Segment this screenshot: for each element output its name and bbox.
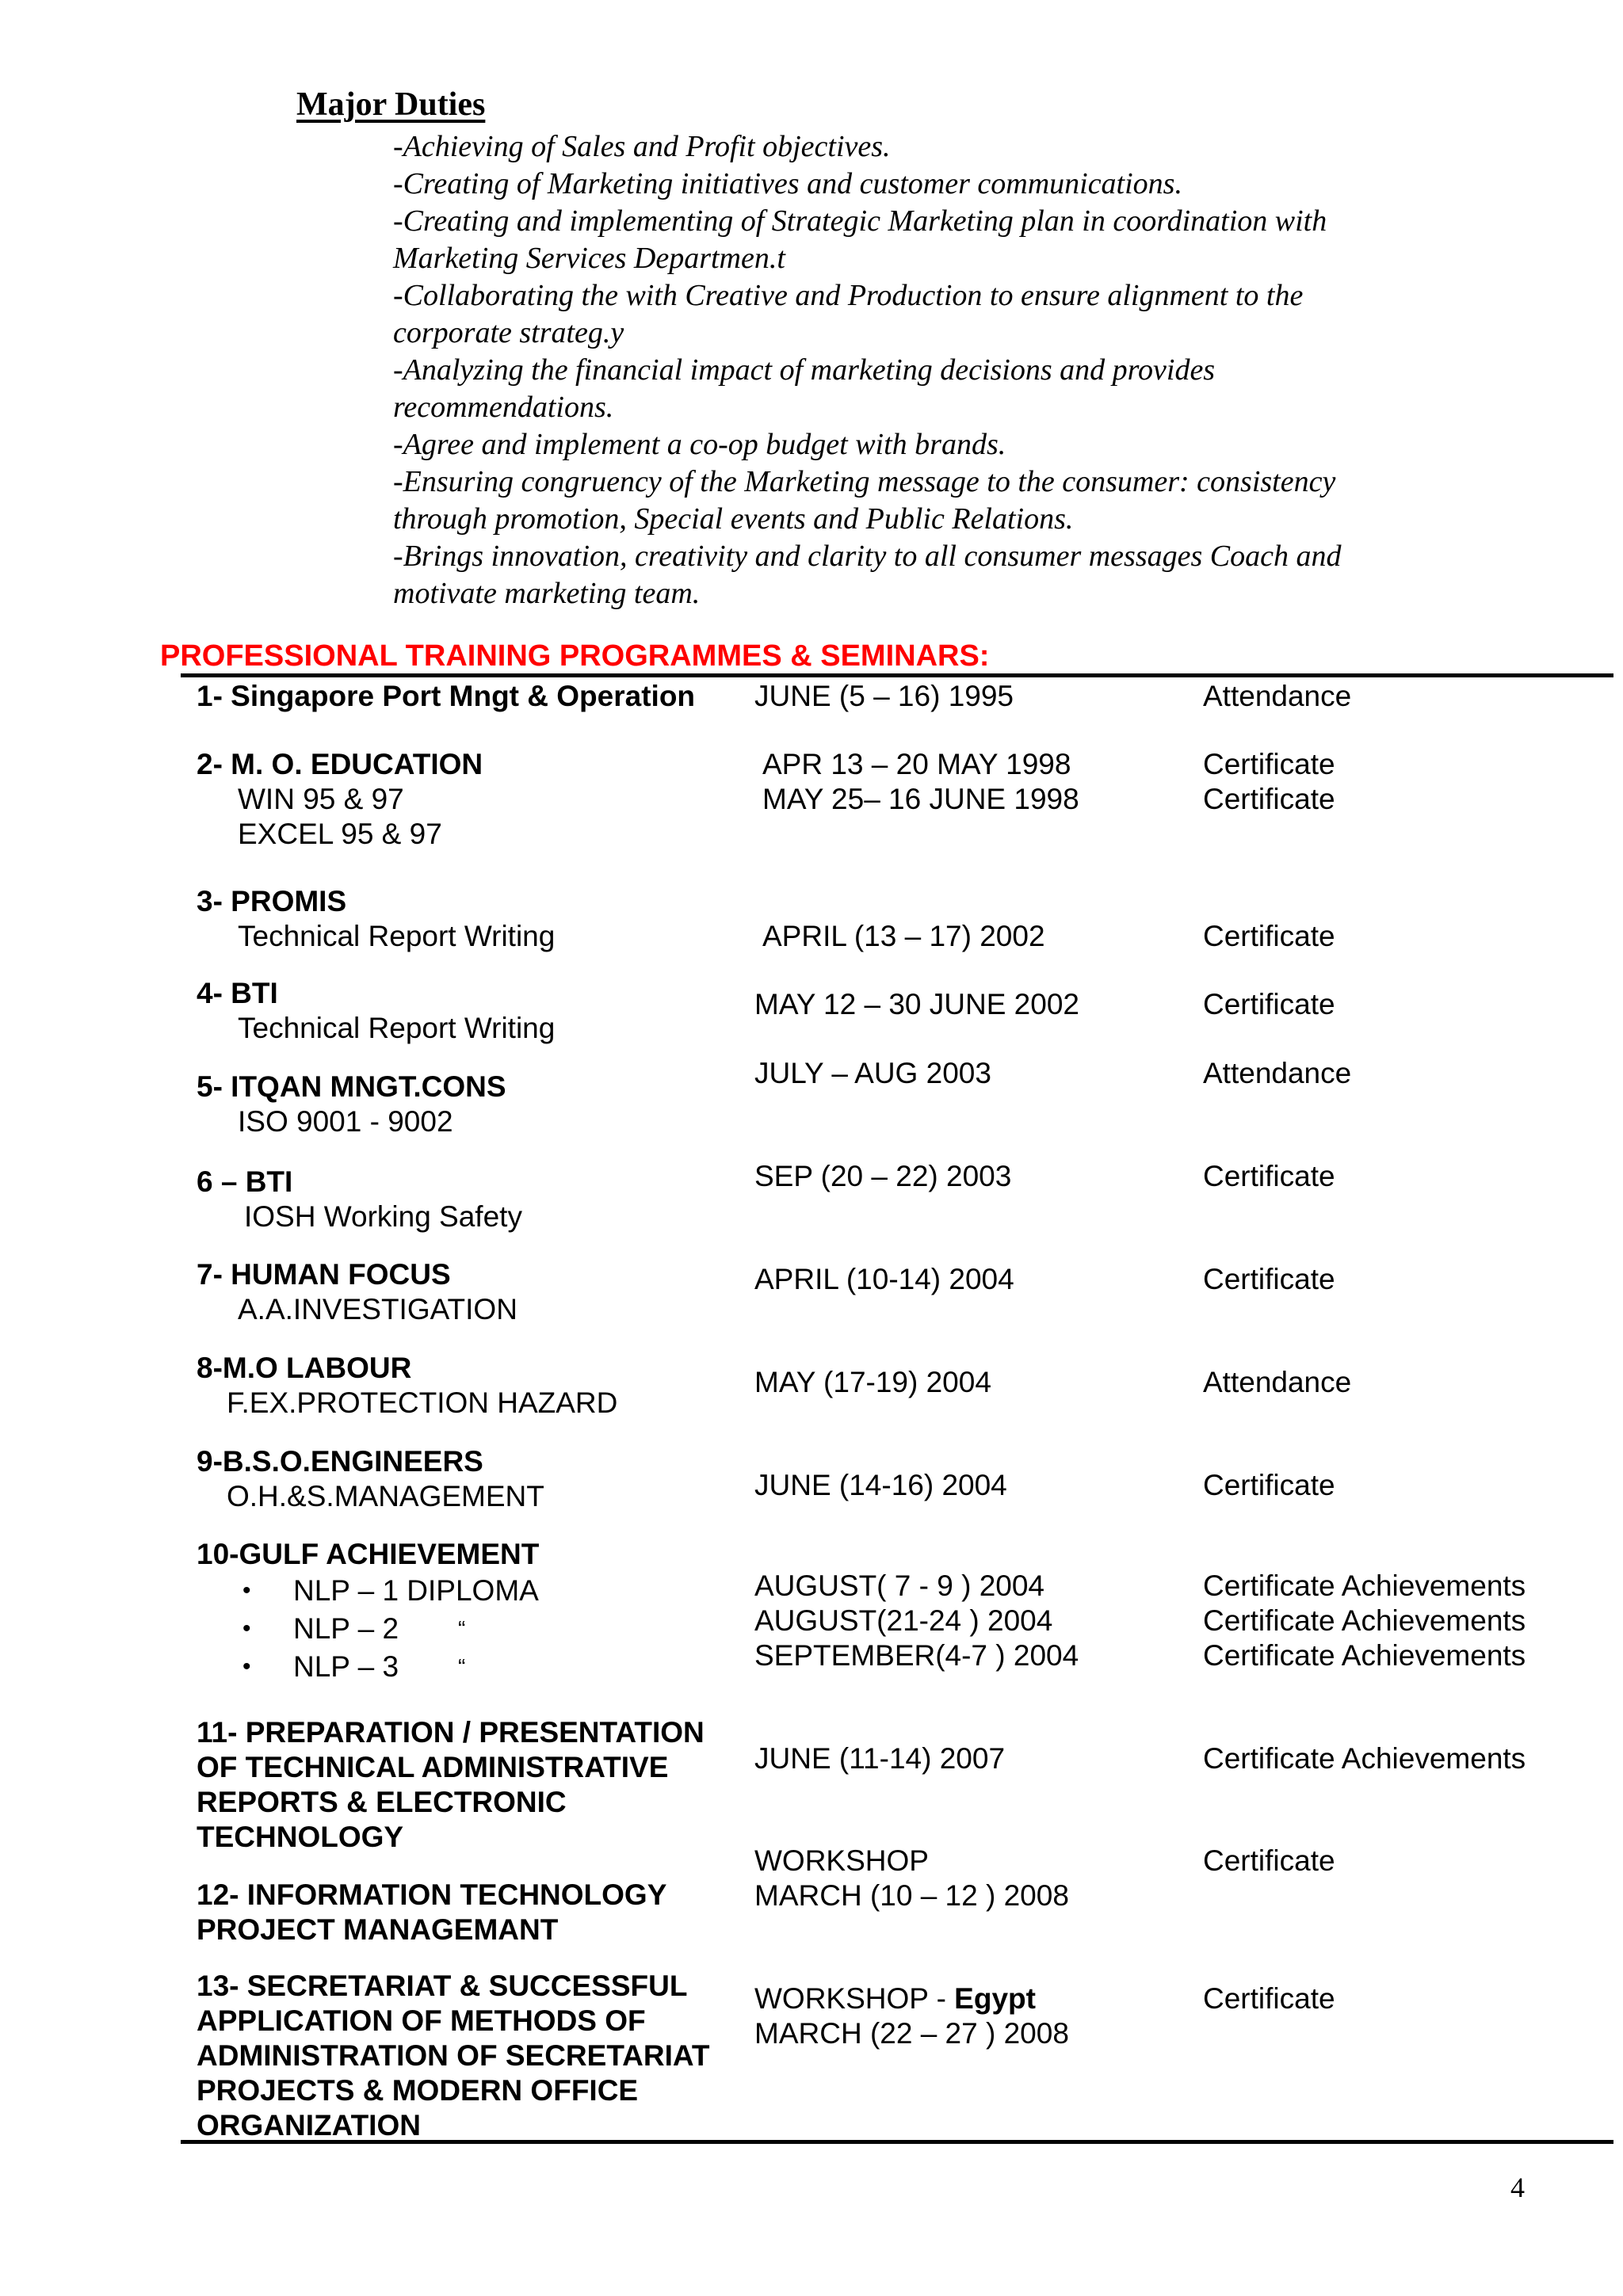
training-item-sub: IOSH Working Safety [244,1200,522,1233]
training-item-heading: 4- BTI [197,977,278,1009]
training-bullet-item: NLP – 3 [293,1650,399,1683]
training-item-heading: TECHNOLOGY [197,1821,404,1853]
training-item-status: Certificate [1203,783,1335,815]
ditto-mark: “ [458,1616,466,1641]
duty-line: -Creating of Marketing initiatives and customer communications. [393,167,1182,200]
training-item-heading: PROJECTS & MODERN OFFICE [197,2074,639,2107]
training-item-heading: OF TECHNICAL ADMINISTRATIVE [197,1751,669,1783]
training-item-heading: PROJECT MANAGEMANT [197,1913,559,1946]
training-item-heading: 10-GULF ACHIEVEMENT [197,1538,540,1570]
training-item-sub: WIN 95 & 97 [238,783,404,815]
training-item-date: SEP (20 – 22) 2003 [754,1160,1012,1192]
duty-line: corporate strateg.y [393,316,624,349]
duty-line: recommendations. [393,391,614,424]
duty-line: -Achieving of Sales and Profit objectives. [393,130,891,163]
training-item-date: APRIL (13 – 17) 2002 [762,920,1045,952]
ditto-mark: “ [458,1654,466,1679]
training-item-date: APR 13 – 20 MAY 1998 [762,748,1071,780]
bullet-dot: • [242,1577,251,1604]
training-item-sub: ISO 9001 - 9002 [238,1105,453,1138]
training-bullet-item: NLP – 2 [293,1612,399,1645]
training-section-title: PROFESSIONAL TRAINING PROGRAMMES & SEMINARS: [160,639,990,673]
training-item-sub: EXCEL 95 & 97 [238,818,442,850]
training-item-heading: 2- M. O. EDUCATION [197,748,483,780]
duty-line: -Collaborating the with Creative and Production to ensure alignment to the [393,279,1304,312]
training-item-status: Certificate [1203,988,1335,1020]
training-item-sub: O.H.&S.MANAGEMENT [227,1480,544,1512]
training-item-heading: 3- PROMIS [197,885,347,917]
training-item-date: WORKSHOP [754,1844,929,1877]
training-item-date: MAY (17-19) 2004 [754,1366,991,1398]
training-item-heading: 8-M.O LABOUR [197,1352,412,1384]
training-item-date [754,1981,1036,2016]
training-item-date: MAY 25– 16 JUNE 1998 [762,783,1079,815]
duty-line: -Analyzing the financial impact of marketing decisions and provides [393,353,1216,387]
training-item-date: JUNE (11-14) 2007 [754,1742,1006,1775]
training-item-status: Attendance [1203,680,1352,712]
duty-line: through promotion, Special events and Public Relations. [393,502,1074,536]
duty-line: -Creating and implementing of Strategic Marketing plan in coordination with [393,204,1327,238]
training-item-heading: 1- Singapore Port Mngt & Operation [197,680,696,712]
training-item-heading: ORGANIZATION [197,2109,421,2142]
training-item-status: Certificate Achievements [1203,1639,1526,1672]
training-item-date: AUGUST(21-24 ) 2004 [754,1604,1053,1637]
training-item-sub: A.A.INVESTIGATION [238,1293,517,1325]
training-item-status: Attendance [1203,1366,1352,1398]
training-item-status: Certificate [1203,1469,1335,1501]
training-item-heading: 12- INFORMATION TECHNOLOGY [197,1878,667,1911]
training-item-date: MARCH (22 – 27 ) 2008 [754,2017,1069,2050]
training-item-heading: 5- ITQAN MNGT.CONS [197,1070,506,1103]
page-number: 4 [1510,2172,1525,2203]
training-item-date: SEPTEMBER(4-7 ) 2004 [754,1639,1079,1672]
training-item-heading: REPORTS & ELECTRONIC [197,1786,567,1818]
top-rule [181,673,1613,677]
training-item-heading: 13- SECRETARIAT & SUCCESSFUL [197,1970,688,2002]
workshop-location: Egypt [954,1982,1036,2015]
training-item-status: Certificate [1203,1982,1335,2015]
duty-line: motivate marketing team. [393,577,701,610]
training-item-date: MARCH (10 – 12 ) 2008 [754,1879,1069,1912]
bullet-dot: • [242,1615,251,1642]
training-item-sub: Technical Report Writing [238,1012,556,1044]
duty-line: -Brings innovation, creativity and clarity to all consumer messages Coach and [393,540,1342,573]
training-item-heading: 11- PREPARATION / PRESENTATION [197,1716,705,1749]
duty-line: -Ensuring congruency of the Marketing message to the consumer: consistency [393,465,1336,498]
training-item-heading: APPLICATION OF METHODS OF [197,2004,646,2037]
training-item-date: JULY – AUG 2003 [754,1057,991,1089]
training-item-status: Certificate Achievements [1203,1742,1526,1775]
training-bullet-item: NLP – 1 DIPLOMA [293,1574,539,1607]
training-item-heading: ADMINISTRATION OF SECRETARIAT [197,2039,710,2072]
training-item-heading: 9-B.S.O.ENGINEERS [197,1445,483,1478]
training-item-date: JUNE (5 – 16) 1995 [754,680,1014,712]
training-item-status: Certificate Achievements [1203,1604,1526,1637]
major-duties-heading: Major Duties [296,86,486,123]
training-item-status: Certificate [1203,1263,1335,1295]
training-item-date: JUNE (14-16) 2004 [754,1469,1007,1501]
workshop-label: WORKSHOP - [754,1982,955,2015]
training-item-sub: Technical Report Writing [238,920,556,952]
training-item-date: AUGUST( 7 - 9 ) 2004 [754,1569,1045,1602]
duty-line: -Agree and implement a co-op budget with brands. [393,428,1006,461]
training-item-date: MAY 12 – 30 JUNE 2002 [754,988,1079,1020]
training-item-status: Certificate [1203,748,1335,780]
training-item-status: Certificate [1203,1160,1335,1192]
training-item-status: Certificate [1203,920,1335,952]
training-item-heading: 6 – BTI [197,1165,293,1198]
duty-line: Marketing Services Departmen.t [393,242,785,275]
training-item-status: Certificate Achievements [1203,1569,1526,1602]
bullet-dot: • [242,1653,251,1680]
training-item-heading: 7- HUMAN FOCUS [197,1258,451,1291]
training-item-status: Attendance [1203,1057,1352,1089]
training-item-status: Certificate [1203,1844,1335,1877]
training-item-date: APRIL (10-14) 2004 [754,1263,1014,1295]
training-item-sub: F.EX.PROTECTION HAZARD [227,1386,618,1419]
